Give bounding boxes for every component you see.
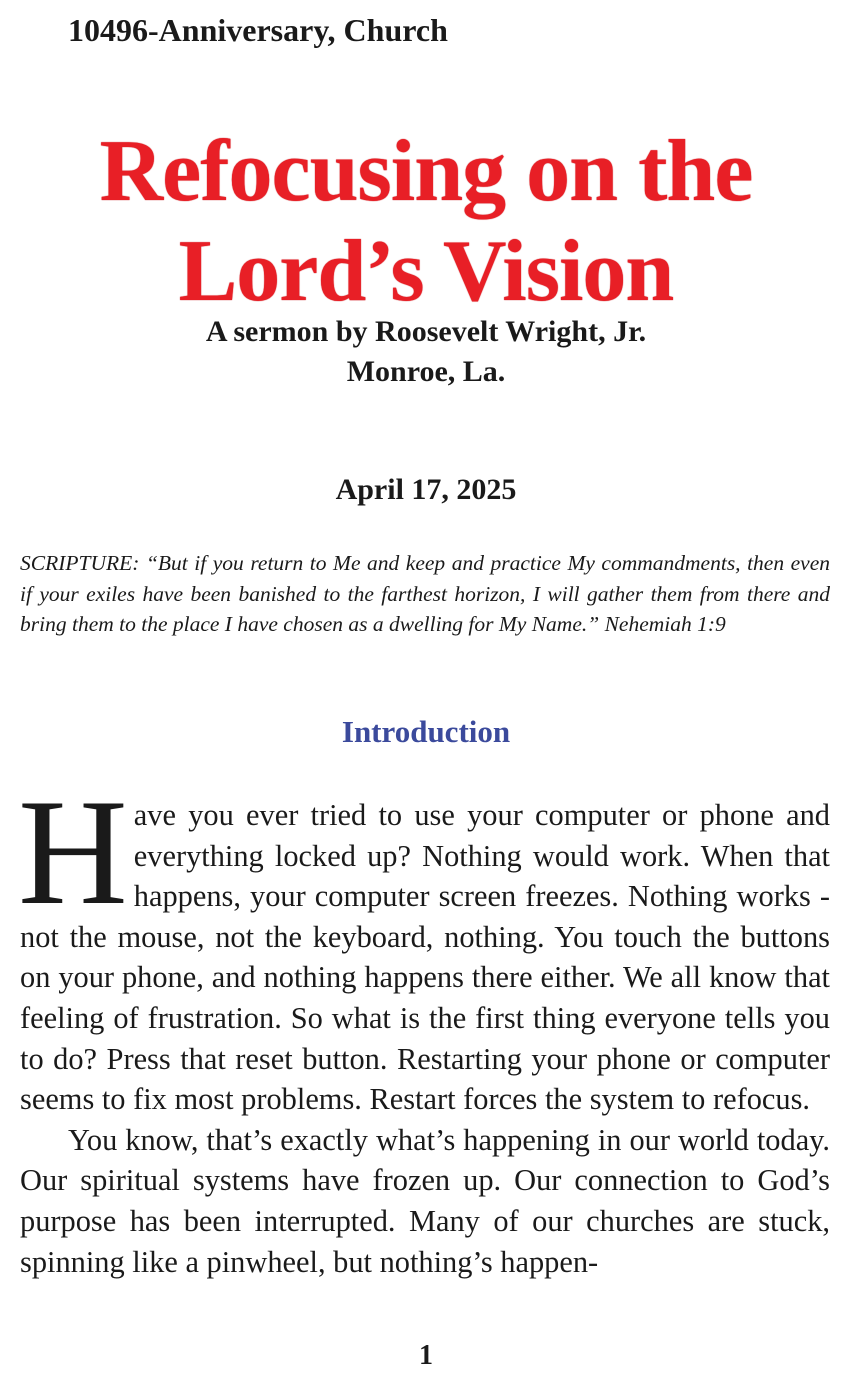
paragraph [18, 768, 830, 1120]
scripture-quote: SCRIPTURE: “But if you return to Me and keep and practice My commandments, then even if your exiles have been banished to the farthest horizon, I will gather them from there and bring them to the place I have chosen as a dwelling for My Name.” Nehemiah 1:9 [20, 551, 830, 636]
title-line-1: Refocusing on the [99, 123, 753, 220]
drop-cap: H [18, 768, 128, 936]
paragraph-1-text: ave you ever tried to use your computer or phone and everything locked up? Nothing would work. When that happens, your computer screen freezes. Nothing works - not the mouse, not the keyboard, nothing. You touch the buttons on your phone, and nothing happens there either. We all know that feeling of frustration. So what is the first thing everyone tells you to do? Press that reset button. Restarting your phone or computer seems to fix most problems. Restart forces the system to refocus. [20, 798, 830, 1117]
document-id-header: 10496-Anniversary, Church [68, 12, 448, 48]
body-text [18, 768, 830, 1282]
sermon-date: April 17, 2025 [335, 473, 517, 506]
page-number: 1 [419, 1340, 433, 1371]
title-line-2: Lord’s Vision [178, 223, 674, 320]
sermon-title [0, 122, 852, 322]
section-heading-introduction: Introduction [341, 714, 511, 749]
paragraph-2-text: You know, that’s exactly what’s happening in our world today. Our spiritual systems have frozen up. Our connection to God’s purpose has been interrupted. Many of our churches are stuck, spinning like a pinwheel, but nothing’s happen- [20, 1122, 830, 1279]
byline [0, 312, 852, 392]
author-line: A sermon by Roosevelt Wright, Jr. [205, 315, 647, 348]
location-line: Monroe, La. [346, 355, 506, 388]
